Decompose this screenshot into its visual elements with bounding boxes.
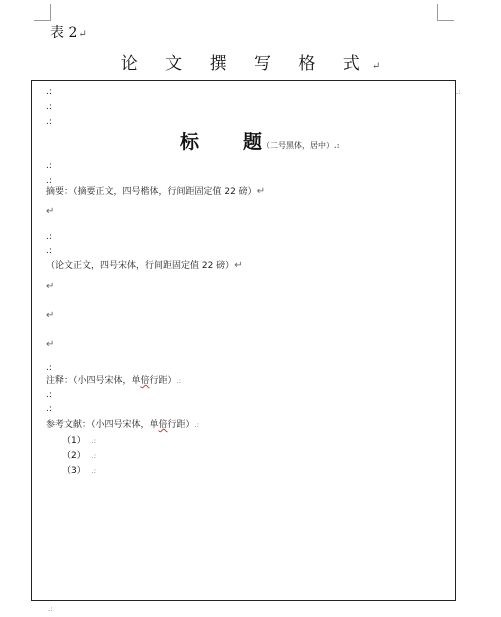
references-wavy: 倍 (158, 420, 168, 430)
empty-line: ↵ (46, 310, 55, 321)
reference-number: （1） (62, 436, 86, 446)
empty-line: .: (46, 232, 52, 242)
title-char-2: 题 (243, 131, 263, 153)
bottom-mark: .: (48, 605, 53, 613)
reference-number: （2） (62, 451, 86, 461)
small-mark-icon: .: (194, 421, 200, 429)
table-label (50, 22, 87, 42)
empty-line: .: (46, 161, 52, 171)
empty-line: .: (46, 363, 52, 373)
title-char-1: 标 (180, 131, 200, 153)
small-mark-icon: .: (334, 142, 340, 150)
small-mark-icon: .: (91, 452, 97, 460)
empty-line: .: (46, 102, 52, 112)
empty-line: ↵ (46, 281, 55, 292)
abstract-line (46, 184, 265, 197)
small-mark-icon: .: (176, 377, 182, 385)
empty-line: .: (46, 87, 52, 97)
format-frame (31, 80, 456, 601)
abstract-text: 摘要：（摘要正文，四号楷体，行间距固定值 22 磅） (46, 187, 257, 197)
notes-line (46, 373, 181, 386)
paragraph-mark-icon: ↵ (78, 29, 87, 40)
paragraph-mark-icon: ↵ (371, 61, 381, 72)
title-note: （二号黑体，居中） (262, 141, 335, 150)
empty-line: ↵ (46, 339, 55, 350)
empty-line: .: (46, 246, 52, 256)
edge-mark: .: (456, 88, 461, 96)
references-line (46, 417, 199, 430)
page-heading-text: 论 文 撰 写 格 式 (120, 54, 371, 74)
empty-line: .: (46, 404, 52, 414)
references-text: 参考文献：（小四号宋体，单 (46, 420, 159, 430)
references-suffix: 行距） (167, 420, 195, 430)
empty-line: .: (46, 117, 52, 127)
notes-suffix: 行距） (149, 376, 177, 386)
title-placeholder (180, 127, 340, 154)
small-mark-icon: .: (91, 467, 97, 475)
empty-line: ↵ (46, 206, 55, 217)
table-label-text: 表 2 (50, 25, 78, 41)
body-line (46, 258, 243, 271)
empty-line: .: (46, 390, 52, 400)
reference-item (62, 448, 96, 461)
notes-text: 注释：（小四号宋体，单 (46, 376, 141, 386)
body-text: （论文正文，四号宋体，行间距固定值 22 磅） (46, 261, 235, 271)
notes-wavy: 倍 (140, 376, 150, 386)
reference-number: （3） (62, 466, 86, 476)
paragraph-mark-icon: ↵ (256, 186, 266, 197)
reference-item (62, 433, 96, 446)
reference-item (62, 463, 96, 476)
empty-line: .: (46, 176, 52, 186)
crop-mark-top-right (437, 4, 454, 21)
page-heading (0, 49, 501, 74)
paragraph-mark-icon: ↵ (234, 260, 243, 271)
crop-mark-top-left (34, 4, 51, 21)
small-mark-icon: .: (91, 437, 97, 445)
